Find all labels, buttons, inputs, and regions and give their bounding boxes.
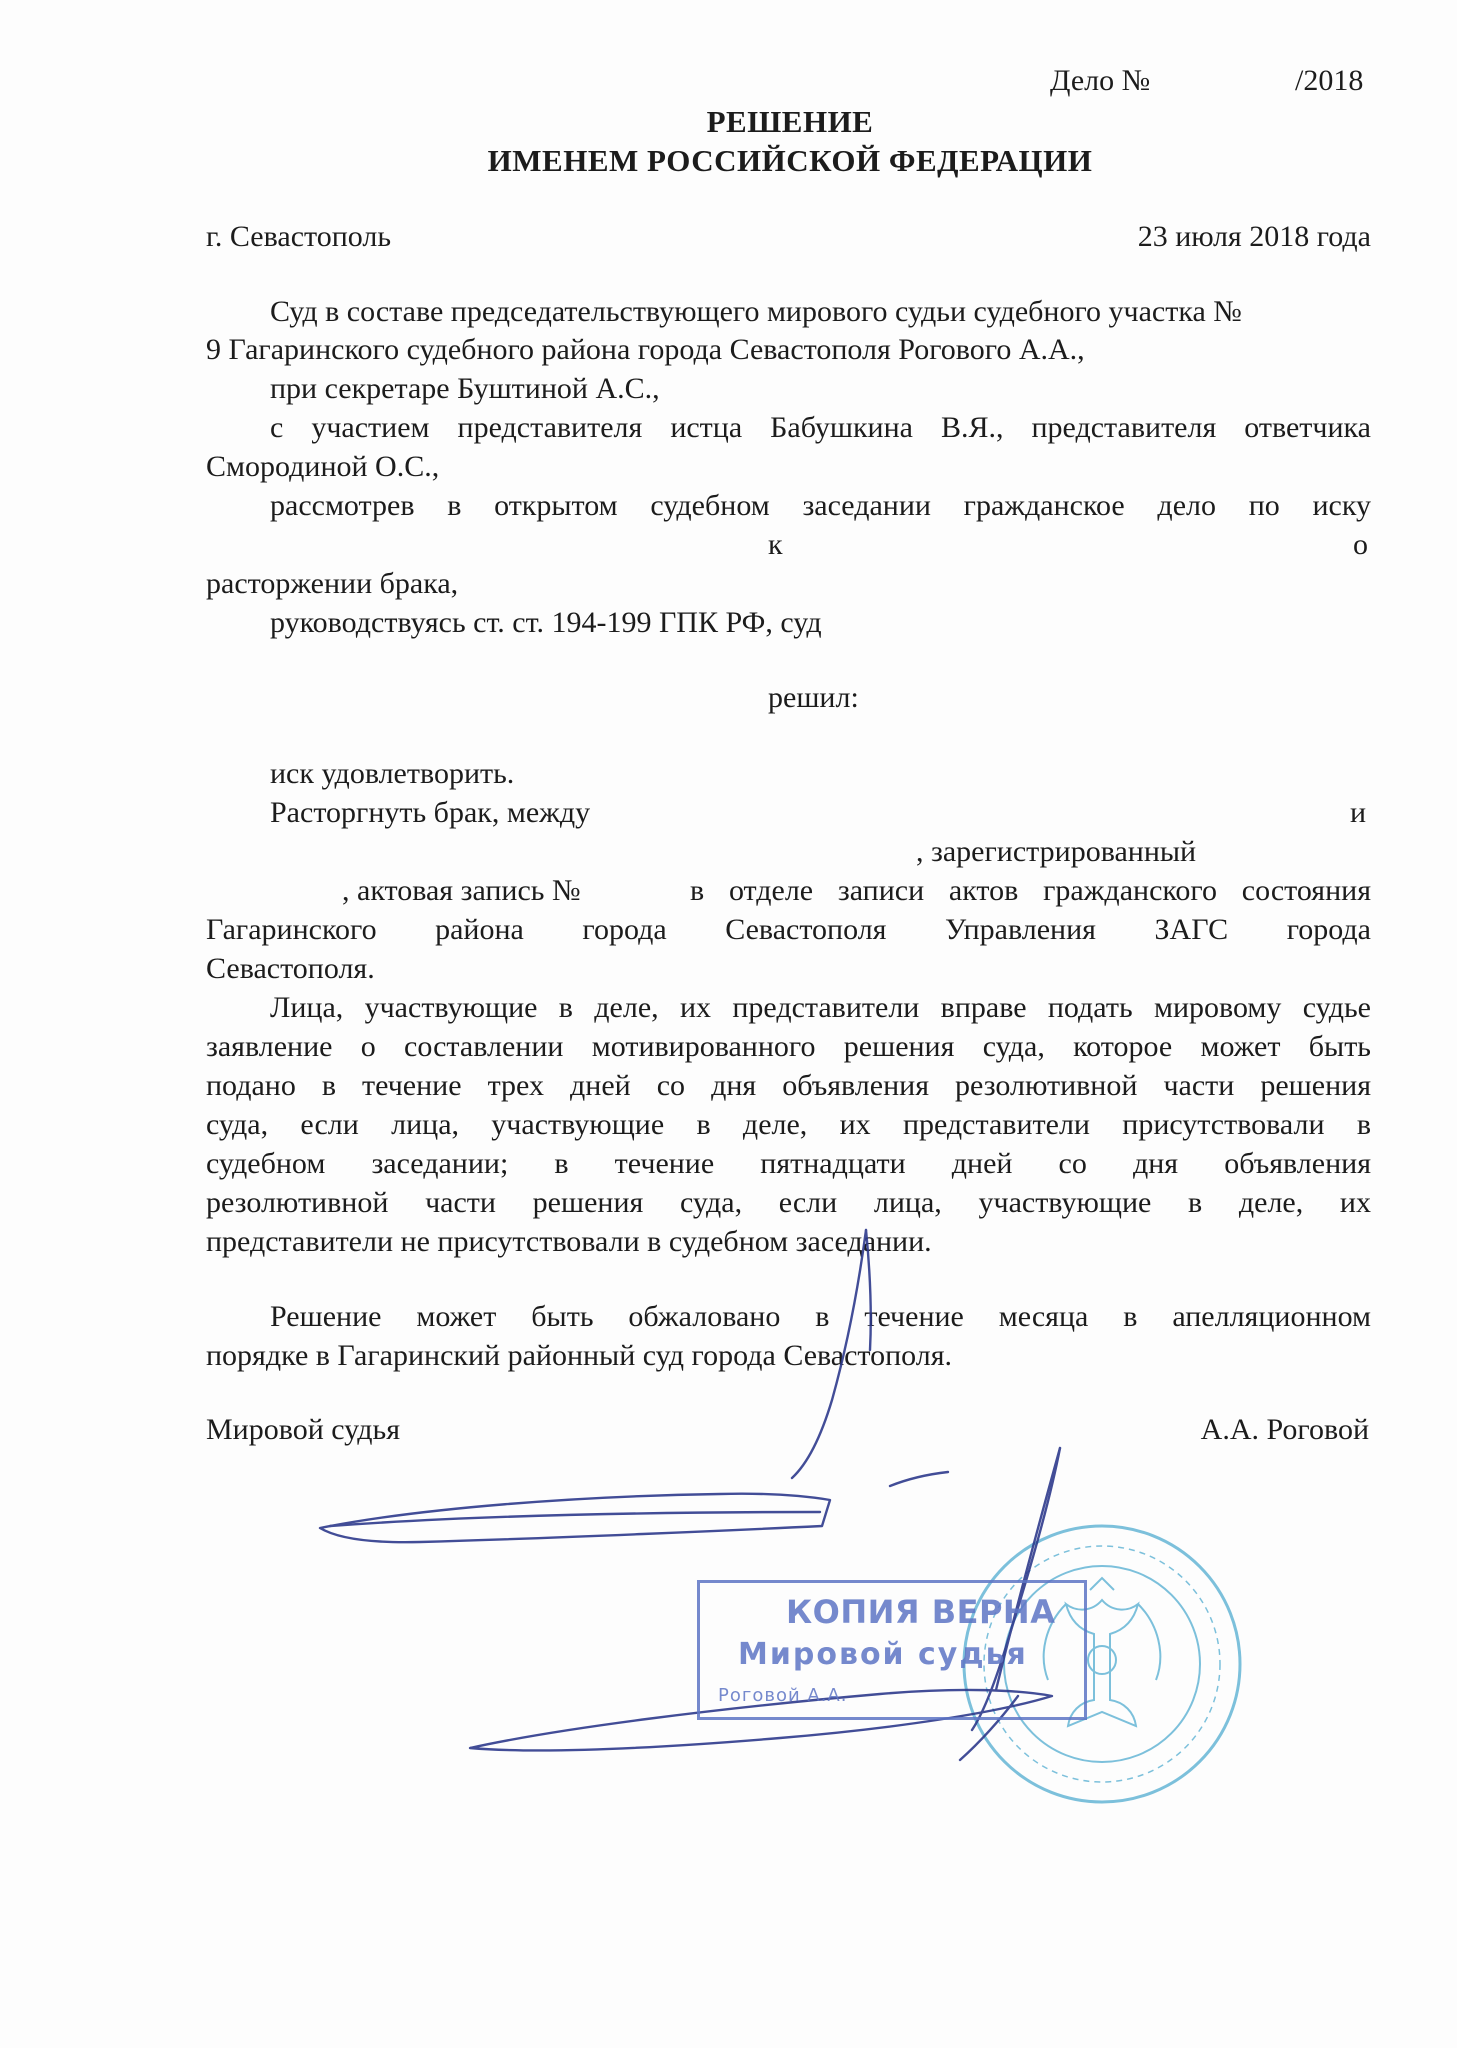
copy-certification-stamp bbox=[697, 1580, 1087, 1720]
intro-considered: рассмотрев в открытом судебном заседании гражданское дело по иску bbox=[270, 489, 1371, 522]
intro-court-line2: 9 Гагаринского судебного района города Севастополя Рогового А.А., bbox=[206, 333, 1085, 366]
intro-k: к bbox=[768, 528, 783, 561]
resolution-dissolve: Расторгнуть брак, между bbox=[270, 796, 591, 829]
case-number-year: /2018 bbox=[1295, 64, 1364, 97]
case-number bbox=[1050, 64, 1370, 98]
rights-line4: суда, если лица, участвующие в деле, их представители присутствовали в bbox=[206, 1108, 1371, 1141]
rights-line7: представители не присутствовали в судебном заседании. bbox=[206, 1225, 932, 1258]
intro-secretary: при секретаре Буштиной А.С., bbox=[270, 372, 660, 405]
decision-date: 23 июля 2018 года bbox=[1137, 220, 1371, 253]
resolution-and: и bbox=[1350, 796, 1367, 829]
intro-divorce: расторжении брака, bbox=[206, 567, 459, 600]
rights-line2: заявление о составлении мотивированного решения суда, которое может быть bbox=[206, 1030, 1371, 1063]
decision-city: г. Севастополь bbox=[206, 220, 392, 253]
rights-line3: подано в течение трех дней со дня объявления резолютивной части решения bbox=[206, 1069, 1371, 1102]
resolution-registered: , зарегистрированный bbox=[916, 835, 1197, 868]
resolution-district-line: Гагаринского района города Севастополя Управления ЗАГС города bbox=[206, 913, 1371, 946]
case-number-label: Дело № bbox=[1050, 64, 1151, 97]
rights-line6: резолютивной части решения суда, если лица, участвующие в деле, их bbox=[206, 1186, 1371, 1219]
resolution-record: , актовая запись № bbox=[342, 874, 581, 907]
appeal-line1: Решение может быть обжаловано в течение месяца в апелляционном bbox=[270, 1300, 1371, 1333]
intro-guided: руководствуясь ст. ст. 194-199 ГПК РФ, суд bbox=[270, 606, 822, 639]
document-subtitle: ИМЕНЕМ РОССИЙСКОЙ ФЕДЕРАЦИИ bbox=[487, 143, 1093, 178]
stamp-line1: КОПИЯ ВЕРНА bbox=[786, 1593, 1056, 1631]
stamp-line3: Роговой А.А. bbox=[718, 1685, 848, 1706]
intro-o: о bbox=[1353, 528, 1368, 561]
rights-line1: Лица, участвующие в деле, их представители вправе подать мировому судье bbox=[270, 991, 1371, 1024]
stamp-line2: Мировой судья bbox=[738, 1637, 1028, 1672]
intro-court-line1: Суд в составе председательствующего мирового судьи судебного участка № bbox=[270, 295, 1242, 328]
resolution-granted: иск удовлетворить. bbox=[270, 757, 515, 790]
intro-participation-line2: Смородиной О.С., bbox=[206, 450, 440, 483]
signer-name: А.А. Роговой bbox=[1200, 1413, 1369, 1446]
appeal-line2: порядке в Гагаринский районный суд города Севастополя. bbox=[206, 1339, 953, 1372]
document-title: РЕШЕНИЕ bbox=[706, 104, 874, 139]
signer-role: Мировой судья bbox=[206, 1413, 401, 1446]
resolution-district-end: Севастополя. bbox=[206, 952, 375, 985]
decided-heading: решил: bbox=[768, 681, 859, 714]
rights-line5: судебном заседании; в течение пятнадцати дней со дня объявления bbox=[206, 1147, 1371, 1180]
resolution-office: в отделе записи актов гражданского состояния bbox=[690, 874, 1371, 907]
intro-participation-line1: с участием представителя истца Бабушкина В.Я., представителя ответчика bbox=[270, 411, 1371, 444]
